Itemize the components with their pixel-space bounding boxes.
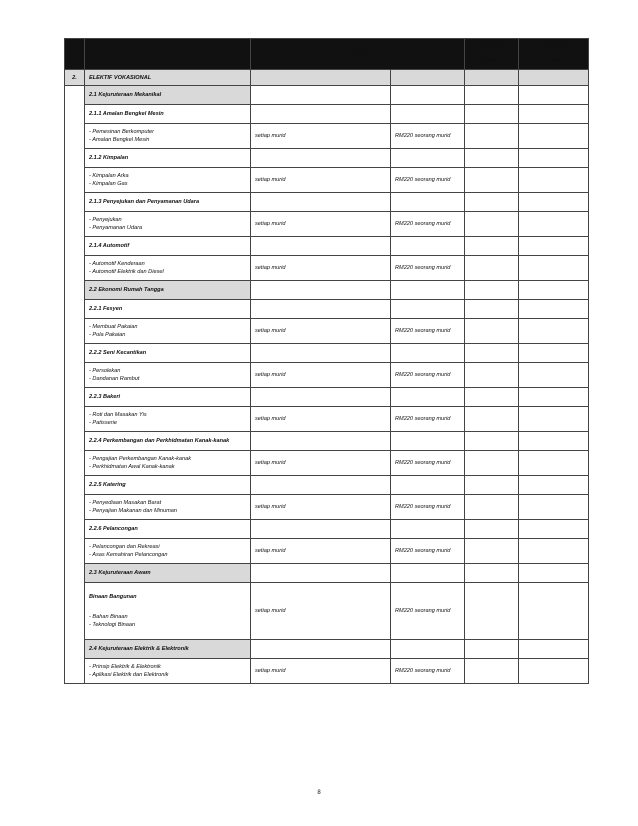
empty-cell <box>251 388 391 407</box>
empty-cell <box>465 432 519 451</box>
header-bil: BIL. <box>65 39 85 70</box>
section-title: ELEKTIF VOKASIONAL <box>85 70 251 86</box>
header-peruntukan-top: PERUNTUKAN <box>533 43 574 49</box>
item-description <box>85 451 251 476</box>
category-label: 2.3 Kejuruteraan Awam <box>85 564 251 583</box>
peruntukan-cell <box>519 583 589 640</box>
peruntukan-cell <box>519 212 589 237</box>
item-line: - Penyajian Makanan dan Minuman <box>89 508 177 514</box>
empty-cell <box>251 344 391 363</box>
empty-cell <box>519 70 589 86</box>
table-row <box>65 319 589 344</box>
table-row <box>65 388 589 407</box>
empty-cell <box>251 105 391 124</box>
bil-murid-cell <box>465 168 519 193</box>
bil-murid-cell <box>465 407 519 432</box>
table-row <box>65 363 589 388</box>
empty-cell <box>519 564 589 583</box>
subcategory-label: 2.2.1 Fesyen <box>85 300 251 319</box>
bil-murid-cell <box>465 124 519 149</box>
empty-cell <box>465 520 519 539</box>
bil-column-cell <box>65 86 85 684</box>
empty-cell <box>391 300 465 319</box>
kadar-basis: setiap murid <box>251 319 391 344</box>
item-line: - Patisserie <box>89 420 117 426</box>
table-row <box>65 344 589 363</box>
item-line: - Automotif Kenderaan <box>89 261 145 267</box>
empty-cell <box>465 344 519 363</box>
item-line: - Penyamanan Udara <box>89 225 143 231</box>
item-line: - Pelancongan dan Rekreasi <box>89 544 160 550</box>
item-heading: Binaan Bangunan <box>89 594 137 600</box>
item-description <box>85 583 251 640</box>
table-row <box>65 86 589 105</box>
empty-cell <box>465 105 519 124</box>
category-label: 2.2 Ekonomi Rumah Tangga <box>85 281 251 300</box>
empty-cell <box>465 193 519 212</box>
empty-cell <box>519 237 589 256</box>
kadar-basis: setiap murid <box>251 407 391 432</box>
kadar-basis: setiap murid <box>251 212 391 237</box>
kadar-rate: RM220 seorang murid <box>391 319 465 344</box>
empty-cell <box>465 564 519 583</box>
empty-cell <box>391 564 465 583</box>
empty-cell <box>391 70 465 86</box>
empty-cell <box>519 300 589 319</box>
header-bil-murid <box>465 39 519 70</box>
empty-cell <box>251 476 391 495</box>
page-number: 8 <box>317 790 321 796</box>
table-row <box>65 495 589 520</box>
empty-cell <box>391 86 465 105</box>
subcategory-label: 2.1.1 Amalan Bengkel Mesin <box>85 105 251 124</box>
item-line: - Dandanan Rambut <box>89 376 140 382</box>
empty-cell <box>391 344 465 363</box>
table-row <box>65 640 589 659</box>
empty-cell <box>465 237 519 256</box>
kadar-rate: RM220 seorang murid <box>391 256 465 281</box>
empty-cell <box>519 86 589 105</box>
peruntukan-cell <box>519 124 589 149</box>
item-line: - Kimpalan Gas <box>89 181 128 187</box>
bil-murid-cell <box>465 319 519 344</box>
kadar-rate: RM220 seorang murid <box>391 168 465 193</box>
item-description <box>85 124 251 149</box>
empty-cell <box>519 476 589 495</box>
empty-cell <box>465 476 519 495</box>
table-row <box>65 149 589 168</box>
empty-cell <box>519 520 589 539</box>
bil-murid-cell <box>465 363 519 388</box>
section-row <box>65 70 589 86</box>
bil-murid-cell <box>465 583 519 640</box>
subcategory-label: 2.1.2 Kimpalan <box>85 149 251 168</box>
empty-cell <box>465 86 519 105</box>
empty-cell <box>251 70 391 86</box>
item-description <box>85 168 251 193</box>
table-row <box>65 193 589 212</box>
empty-cell <box>465 640 519 659</box>
bil-murid-cell <box>465 212 519 237</box>
empty-cell <box>251 564 391 583</box>
table-row <box>65 124 589 149</box>
empty-cell <box>251 86 391 105</box>
subcategory-label: 2.2.3 Bakeri <box>85 388 251 407</box>
kadar-rate: RM220 seorang murid <box>391 583 465 640</box>
allocation-table <box>64 38 589 684</box>
empty-cell <box>391 388 465 407</box>
kadar-basis: setiap murid <box>251 659 391 684</box>
table-row <box>65 300 589 319</box>
item-line: - Roti dan Masakan Yis <box>89 412 147 418</box>
subcategory-label: 2.2.4 Perkembangan dan Perkhidmatan Kanak-kanak <box>85 432 251 451</box>
empty-cell <box>391 432 465 451</box>
empty-cell <box>251 193 391 212</box>
item-line: - Asas Kemahiran Pelancongan <box>89 552 168 558</box>
item-line: - Penyejukan <box>89 217 122 223</box>
empty-cell <box>391 520 465 539</box>
table-row <box>65 407 589 432</box>
empty-cell <box>251 300 391 319</box>
category-label: 2.1 Kejuruteraan Mekanikal <box>85 86 251 105</box>
item-line: - Pola Pakaian <box>89 332 126 338</box>
table-row <box>65 451 589 476</box>
kadar-basis: setiap murid <box>251 256 391 281</box>
bil-murid-cell <box>465 451 519 476</box>
item-line: - Automotif Elektrik dan Diesel <box>89 269 164 275</box>
peruntukan-cell <box>519 539 589 564</box>
subcategory-label: 2.2.6 Pelancongan <box>85 520 251 539</box>
bil-murid-cell <box>465 256 519 281</box>
item-description <box>85 495 251 520</box>
kadar-basis: setiap murid <box>251 124 391 149</box>
peruntukan-cell <box>519 168 589 193</box>
header-row <box>65 39 589 70</box>
item-description <box>85 256 251 281</box>
kadar-rate: RM220 seorang murid <box>391 659 465 684</box>
kadar-rate: RM220 seorang murid <box>391 363 465 388</box>
empty-cell <box>519 388 589 407</box>
peruntukan-cell <box>519 451 589 476</box>
subcategory-label: 2.1.3 Penyejukan dan Penyamanan Udara <box>85 193 251 212</box>
empty-cell <box>391 105 465 124</box>
kadar-rate: RM220 seorang murid <box>391 212 465 237</box>
item-line: - Aplikasi Elektrik dan Elektronik <box>89 672 169 678</box>
empty-cell <box>391 193 465 212</box>
kadar-rate: RM220 seorang murid <box>391 451 465 476</box>
item-line: - Amalan Bengkel Mesin <box>89 137 150 143</box>
empty-cell <box>391 149 465 168</box>
table-row <box>65 476 589 495</box>
empty-cell <box>519 149 589 168</box>
empty-cell <box>391 640 465 659</box>
item-line: - Membuat Pakaian <box>89 324 138 330</box>
empty-cell <box>391 476 465 495</box>
peruntukan-cell <box>519 319 589 344</box>
kadar-rate: RM220 seorang murid <box>391 407 465 432</box>
kadar-basis: setiap murid <box>251 168 391 193</box>
item-description <box>85 212 251 237</box>
empty-cell <box>251 237 391 256</box>
kadar-basis: setiap murid <box>251 363 391 388</box>
empty-cell <box>519 281 589 300</box>
empty-cell <box>465 149 519 168</box>
header-pos: POS <box>85 39 251 70</box>
empty-cell <box>465 388 519 407</box>
kadar-rate: RM220 seorang murid <box>391 124 465 149</box>
empty-cell <box>519 344 589 363</box>
kadar-rate: RM220 seorang murid <box>391 539 465 564</box>
item-line: - Prinsip Elektrik & Elektronik <box>89 664 161 670</box>
header-bil-murid-top: Bil. MURID <box>477 43 506 49</box>
table-row <box>65 432 589 451</box>
empty-cell <box>251 520 391 539</box>
empty-cell <box>465 70 519 86</box>
item-line: - Teknologi Binaan <box>89 622 136 628</box>
header-peruntukan <box>519 39 589 70</box>
item-description <box>85 539 251 564</box>
table-row <box>65 564 589 583</box>
item-line: - Bahan Binaan <box>89 614 128 620</box>
kadar-basis: setiap murid <box>251 539 391 564</box>
empty-cell <box>519 432 589 451</box>
peruntukan-cell <box>519 256 589 281</box>
category-label: 2.4 Kejuruteraan Elektrik & Elektronik <box>85 640 251 659</box>
empty-cell <box>391 237 465 256</box>
empty-cell <box>465 300 519 319</box>
peruntukan-cell <box>519 363 589 388</box>
empty-cell <box>465 281 519 300</box>
peruntukan-cell <box>519 407 589 432</box>
empty-cell <box>391 281 465 300</box>
item-description <box>85 407 251 432</box>
table-row <box>65 659 589 684</box>
peruntukan-cell <box>519 495 589 520</box>
table-row <box>65 105 589 124</box>
table-row <box>65 281 589 300</box>
item-line: - Pengajian Perkembangan Kanak-kanak <box>89 456 191 462</box>
table-row <box>65 212 589 237</box>
item-line: - Perkhidmatan Awal Kanak-kanak <box>89 464 175 470</box>
empty-cell <box>519 193 589 212</box>
table-row <box>65 168 589 193</box>
item-line: - Persolekan <box>89 368 121 374</box>
section-number: 2. <box>65 70 85 86</box>
header-peruntukan-bottom: (RM) <box>547 58 560 64</box>
empty-cell <box>251 640 391 659</box>
bil-murid-cell <box>465 539 519 564</box>
table-row <box>65 583 589 640</box>
subcategory-label: 2.1.4 Automotif <box>85 237 251 256</box>
header-kadar: KADAR <box>251 39 465 70</box>
kadar-basis: setiap murid <box>251 451 391 476</box>
table-row <box>65 256 589 281</box>
empty-cell <box>251 432 391 451</box>
item-description <box>85 363 251 388</box>
empty-cell <box>519 640 589 659</box>
item-line: - Pemesinan Berkomputer <box>89 129 154 135</box>
item-description <box>85 659 251 684</box>
kadar-rate: RM220 seorang murid <box>391 495 465 520</box>
table-row <box>65 539 589 564</box>
item-description <box>85 319 251 344</box>
header-bil-murid-bottom: (orang) <box>481 58 502 64</box>
bil-murid-cell <box>465 659 519 684</box>
empty-cell <box>251 149 391 168</box>
item-line: - Kimpalan Arka <box>89 173 129 179</box>
table-row <box>65 520 589 539</box>
kadar-basis: setiap murid <box>251 495 391 520</box>
peruntukan-cell <box>519 659 589 684</box>
kadar-basis: setiap murid <box>251 583 391 640</box>
subcategory-label: 2.2.5 Katering <box>85 476 251 495</box>
empty-cell <box>251 281 391 300</box>
empty-cell <box>519 105 589 124</box>
bil-murid-cell <box>465 495 519 520</box>
subcategory-label: 2.2.2 Seni Kecantikan <box>85 344 251 363</box>
item-line: - Penyediaan Masakan Barat <box>89 500 162 506</box>
table-row <box>65 237 589 256</box>
